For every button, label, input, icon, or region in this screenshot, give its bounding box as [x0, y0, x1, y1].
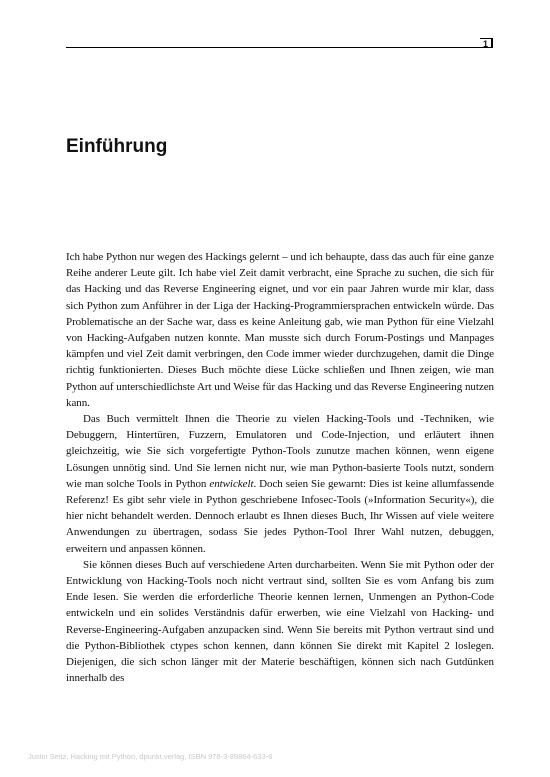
- paragraph-1: Ich habe Python nur wegen des Hackings gelernt – und ich behaupte, dass das auch für eine ganze Reihe anderer Leute gilt. Ich habe viel Zeit damit verbracht, eine Sprache zu suchen, die sich für das Hacking und das Reverse Engineering eignet, und vor ein paar Jahren wurde mir klar, dass sich Python zum Anführer in der Liga der Hacking-Programmiersprachen entwickeln würde. Das Problematische an der Sache war, dass es keine Anleitung gab, wie man Python für eine Vielzahl von Hacking-Aufgaben nutzen konnte. Man musste sich durch Forum-Postings und Manpages kämpfen und viel Zeit damit verbringen, den Code immer wieder durchzugehen, damit die Dinge richtig funktionierten. Dieses Buch möchte diese Lücke schließen und Ihnen zeigen, wie man Python auf unterschiedlichste Art und Weise für das Hacking und das Reverse Engineering nutzen kann.: [66, 251, 494, 409]
- paragraph-3: Sie können dieses Buch auf verschiedene Arten durcharbeiten. Wenn Sie mit Python oder der Entwicklung von Hacking-Tools noch nicht vertraut sind, sollten Sie es vom Anfang bis zum Ende lesen. Sie werden die erforderliche Theorie kennen lernen, Unmengen an Python-Code entwickeln und ein solides Verständnis dafür erwerben, wie eine Vielzahl von Hacking- und Reverse-Engineering-Aufgaben anzupacken sind. Wenn Sie bereits mit Python vertraut sind und die Python-Bibliothek ctypes schon kennen, dann können Sie direkt mit Kapitel 2 loslegen. Diejenigen, die sich schon länger mit der Materie beschäftigen, können sich nach Gutdünken innerhalb des: [66, 558, 494, 685]
- page-number: 1: [480, 38, 493, 48]
- paragraph-2-text-after: . Doch seien Sie gewarnt: Dies ist keine allumfassende Referenz! Es gibt sehr viele in Python geschriebene Infosec-Tools (»Information Security«), die hier nicht behandelt werden. Dennoch erlaubt es Ihnen dieses Buch, Ihr Wissen auf viele weitere Anwendungen zu übertragen, sodass Sie jedes Python-Tool Ihrer Wahl nutzen, debuggen, erweitern und anpassen können.: [66, 477, 494, 555]
- paragraph-2: [66, 411, 494, 557]
- paragraph-2-emphasis: entwickelt: [209, 477, 254, 490]
- footer-watermark: Justin Seitz, Hacking mit Python, dpunkt.verlag, ISBN 978-3-89864-633-8: [28, 752, 273, 761]
- body-text: [66, 249, 494, 686]
- header-rule: [66, 47, 493, 48]
- paragraph-2-text-before: Das Buch vermittelt Ihnen die Theorie zu vielen Hacking-Tools und -Techniken, wie Debuggern, Hintertüren, Fuzzern, Emulatoren und Code-Injection, und erläutert ihnen gleichzeitig, wie Sie sich vorgefertigte Python-Tools zunutze machen können, wenn eigene Lösungen unnötig sind. Und Sie lernen nicht nur, wie man Python-basierte Tools nutzt, sondern wie man solche Tools in Python: [66, 413, 494, 490]
- chapter-title: Einführung: [66, 136, 168, 157]
